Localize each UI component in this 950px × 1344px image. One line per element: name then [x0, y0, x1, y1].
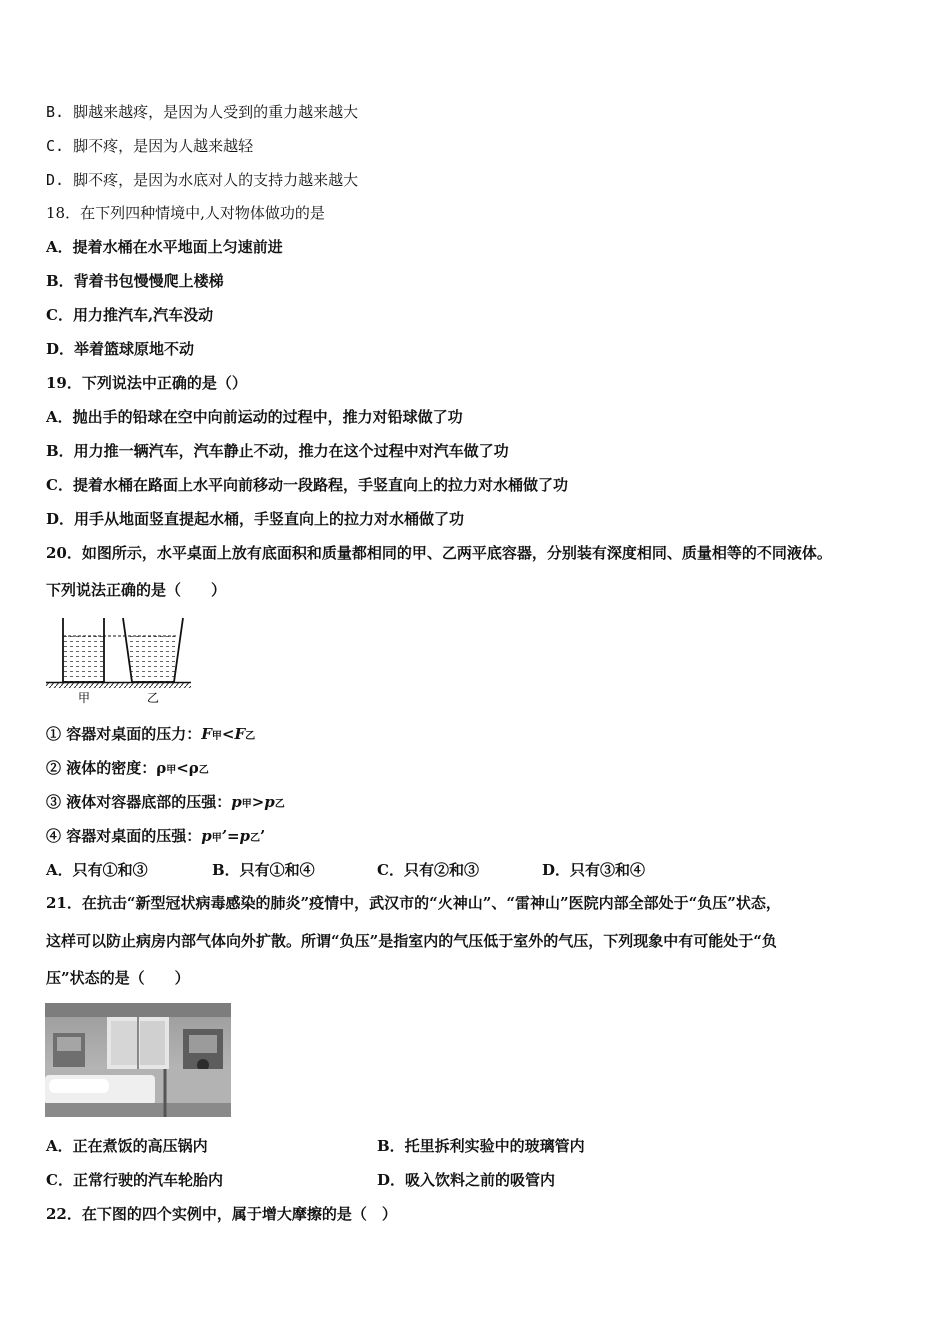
q18-stem: 18．在下列四种情境中,人对物体做功的是: [46, 204, 325, 222]
table-surface-hatch: [46, 683, 191, 688]
q19-option-c: C．提着水桶在路面上水平向前移动一段路程，手竖直向上的拉力对水桶做了功: [46, 476, 568, 494]
q21-option-c: C．正常行驶的汽车轮胎内: [46, 1171, 223, 1189]
q20-option-b: B．只有①和④: [212, 861, 315, 879]
q18-option-d: D．举着篮球原地不动: [46, 340, 195, 358]
q22-stem: 22．在下图的四个实例中，属于增大摩擦的是（ ）: [46, 1205, 397, 1223]
q18-option-b: B．背着书包慢慢爬上楼梯: [46, 272, 224, 290]
q17-option-b: B. 脚越来越疼，是因为人受到的重力越来越大: [46, 103, 359, 121]
q20-stem-line1: 20．如图所示，水平桌面上放有底面积和质量都相同的甲、乙两平底容器，分别装有深度相同、质量相等的不同液体。: [46, 544, 832, 562]
q18-option-c: C．用力推汽车,汽车没动: [46, 306, 214, 324]
q20-option-a: A．只有①和③: [46, 861, 148, 879]
container-jia-liquid: [63, 636, 104, 682]
q19-option-d: D．用手从地面竖直提起水桶，手竖直向上的拉力对水桶做了功: [46, 510, 465, 528]
q21-option-a: A．正在煮饭的高压锅内: [46, 1137, 208, 1155]
q20-statement-2: ② 液体的密度：ρ甲<ρ乙: [46, 759, 209, 777]
q21-option-b: B．托里拆利实验中的玻璃管内: [377, 1137, 585, 1155]
q20-container-figure: [46, 614, 196, 706]
q21-stem-line2: 这样可以防止病房内部气体向外扩散。所谓“负压”是指室内的气压低于室外的气压，下列现象中有可能处于“负: [46, 932, 777, 950]
q19-stem: 19．下列说法中正确的是（）: [46, 374, 247, 392]
q20-statement-1: ① 容器对桌面的压力：F甲<F乙: [46, 725, 256, 743]
q20-statement-3: ③ 液体对容器底部的压强：p甲>p乙: [46, 793, 285, 811]
q20-stem-line2: 下列说法正确的是（ ）: [46, 581, 227, 599]
q17-option-c: C. 脚不疼，是因为人越来越轻: [46, 137, 254, 155]
q20-statement-4: ④ 容器对桌面的压强：p甲’=p乙’: [46, 827, 266, 845]
container-yi-liquid: [127, 636, 178, 682]
q21-option-d: D．吸入饮料之前的吸管内: [377, 1171, 556, 1189]
q19-option-b: B．用力推一辆汽车，汽车静止不动，推力在这个过程中对汽车做了功: [46, 442, 509, 460]
q19-option-a: A．抛出手的铅球在空中向前运动的过程中，推力对铅球做了功: [46, 408, 463, 426]
q17-option-d: D. 脚不疼，是因为水底对人的支持力越来越大: [46, 171, 359, 189]
q21-stem-line3: 压”状态的是（ ）: [46, 969, 190, 987]
label-jia: 甲: [78, 691, 91, 705]
hospital-ward-photo: [45, 1003, 231, 1117]
q20-option-d: D．只有③和④: [542, 861, 646, 879]
q20-option-c: C．只有②和③: [377, 861, 479, 879]
label-yi: 乙: [147, 691, 160, 705]
q21-stem-line1: 21．在抗击“新型冠状病毒感染的肺炎”疫情中，武汉市的“火神山”、“雷神山”医院内部全部处于“负压”状态，: [46, 894, 781, 912]
q18-option-a: A．提着水桶在水平地面上匀速前进: [46, 238, 283, 256]
